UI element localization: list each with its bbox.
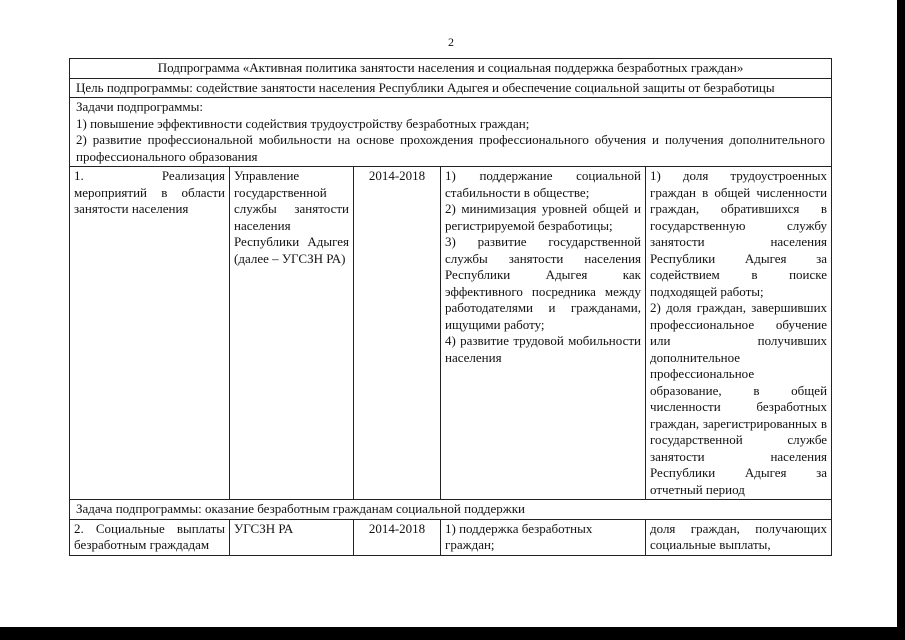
measure-indicators (646, 167, 832, 500)
task-item: 2) развитие профессиональной мобильности на основе прохождения профессионального обучения и получения дополнительного профессионального образования (76, 132, 826, 164)
measure-period: 2014-2018 (354, 167, 441, 500)
subprogram-title-row (70, 59, 832, 79)
result-item: 3) развитие государственной службы занятости населения Республики Адыгея как эффективного посредника между работодателями и гражданами, ищущими работу; (445, 234, 641, 332)
result-item: 1) поддержка безработных граждан; (445, 520, 593, 552)
task-item: 1) повышение эффективности содействия трудоустройству безработных граждан; (76, 115, 530, 131)
measure-name: 2. Социальные выплаты безработным граждадам (70, 519, 230, 555)
measure-row (70, 519, 832, 555)
measure-results (441, 167, 646, 500)
tasks-heading: Задачи подпрограммы: (76, 99, 203, 114)
page-number: 2 (448, 35, 454, 49)
subprogram-goal-row (70, 78, 832, 98)
measure-row (70, 167, 832, 500)
measure-executor: УГСЗН РА (230, 519, 354, 555)
result-item: 4) развитие трудовой мобильности населения (445, 333, 641, 365)
scan-edge-right (897, 0, 905, 640)
subprogram-goal: Цель подпрограммы: содействие занятости населения Республики Адыгея и обеспечение социальной защиты от безработицы (70, 78, 832, 98)
scan-edge-bottom (0, 627, 905, 640)
measure-period: 2014-2018 (354, 519, 441, 555)
measure-indicators (646, 519, 832, 555)
measure-executor: Управление государственной службы занятости населения Республики Адыгея (далее – УГСЗН РА) (230, 167, 354, 500)
measure-name: 1. Реализация мероприятий в области занятости населения (70, 167, 230, 500)
indicator-item: доля граждан, получающих социальные выплаты, (650, 520, 828, 552)
subprogram-table (69, 58, 832, 556)
subprogram-tasks-row (70, 98, 832, 167)
measure-results (441, 519, 646, 555)
social-task: Задача подпрограммы: оказание безработным гражданам социальной поддержки (70, 500, 832, 520)
result-item: 2) минимизация уровней общей и регистрируемой безработицы; (445, 201, 641, 233)
subprogram-title: Подпрограмма «Активная политика занятости населения и социальная поддержка безработных граждан» (70, 59, 832, 79)
indicator-item: 2) доля граждан, завершивших профессиональное обучение или получивших дополнительное профессиональное образование, в общей численности безработных граждан, зарегистрированных в государственной службе занятости населения Республики Адыгея за отчетный период (650, 300, 828, 497)
indicator-item: 1) доля трудоустроенных граждан в общей численности граждан, обратившихся в государственную службу занятости населения Республики Адыгея за содействием в поиске подходящей работы; (650, 168, 828, 299)
subprogram-tasks (70, 98, 832, 167)
social-task-row (70, 500, 832, 520)
result-item: 1) поддержание социальной стабильности в обществе; (445, 168, 641, 200)
